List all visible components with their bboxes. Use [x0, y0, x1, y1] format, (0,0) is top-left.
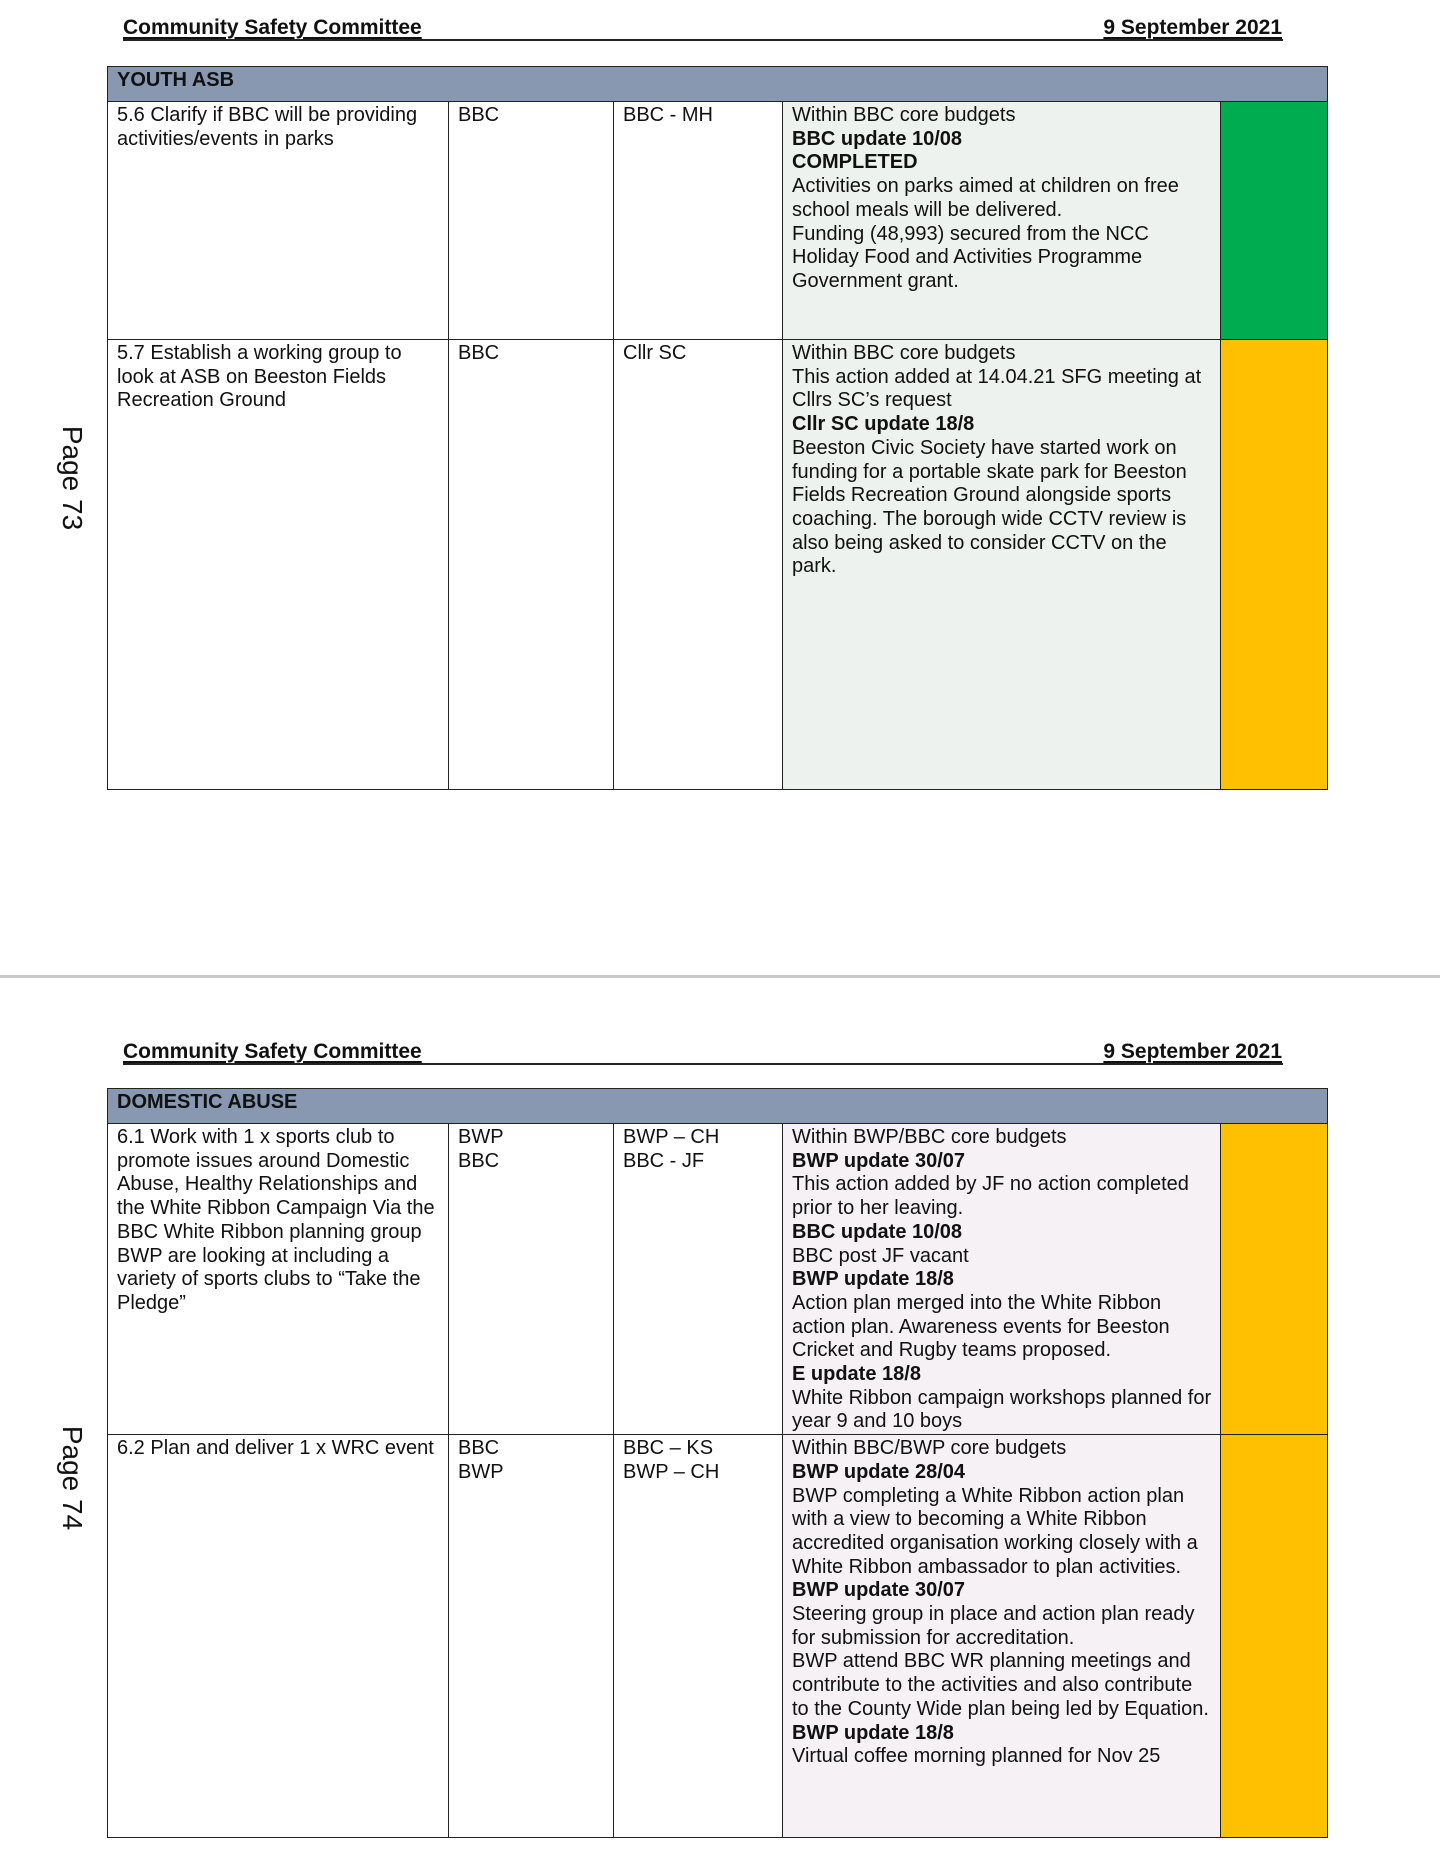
action-table — [107, 66, 1328, 790]
table-row — [108, 1435, 1328, 1838]
action-owner: BBC – KS BWP – CH — [614, 1435, 783, 1838]
rag-status-amber — [1221, 1435, 1328, 1838]
committee-title: Community Safety Committee — [123, 16, 422, 39]
progress-update: Within BWP/BBC core budgets BWP update 30/07 This action added by JF no action completed prior to her leaving. BBC update 10/08 BBC post JF vacant BWP update 18/8 Action plan merged into the White Ribbon action plan. Awareness events for Beeston Cricket and Rugby teams proposed. E update 18/8 White Ribbon campaign workshops planned for year 9 and 10 boys — [783, 1124, 1221, 1435]
action-owner: Cllr SC — [614, 340, 783, 790]
action-owner: BWP – CH BBC - JF — [614, 1124, 783, 1435]
section-header-row — [108, 1089, 1328, 1124]
rag-status-green — [1221, 102, 1328, 340]
lead-organisation: BWP BBC — [449, 1124, 614, 1435]
committee-title: Community Safety Committee — [123, 1040, 422, 1063]
table-row — [108, 1124, 1328, 1435]
lead-organisation: BBC — [449, 102, 614, 340]
action-description: 6.2 Plan and deliver 1 x WRC event — [108, 1435, 449, 1838]
action-description: 5.6 Clarify if BBC will be providing activities/events in parks — [108, 102, 449, 340]
action-description: 5.7 Establish a working group to look at ASB on Beeston Fields Recreation Ground — [108, 340, 449, 790]
action-description: 6.1 Work with 1 x sports club to promote issues around Domestic Abuse, Healthy Relationships and the White Ribbon Campaign Via the BBC White Ribbon planning group BWP are looking at including a variety of sports clubs to “Take the Pledge” — [108, 1124, 449, 1435]
table-row — [108, 102, 1328, 340]
section-title: YOUTH ASB — [108, 67, 1328, 102]
meeting-date: 9 September 2021 — [1103, 1040, 1282, 1063]
document-page-74: Community Safety Committee 9 September 2021 Page 74 DOMESTIC ABUSE 6.1 Work with 1 x sports club to promote issues around Domestic Abuse, Healthy Relationships and the White Ribbon Campaign Via the BBC White Ribbon planning group BWP are looking at including a variety of sports clubs to “Take the Pledge” BWP BBC BWP – CH BBC - JF Within BWP/BBC core budgets BWP update 30/07 This action added by JF no action completed prior to her leaving. BBC update 10/08 BBC post JF vacant BWP update 18/8 Action plan merged into the White Ribbon action plan. Awareness events for Beeston Cricket and Rugby teams proposed. E update 18/8 White Ribbon campaign workshops planned for year 9 and 10 boys 6.2 Plan and deliver 1 x WRC event BBC BWP BBC – KS BWP – CH Within BBC/BWP core budgets BWP update 28/04 BWP completing a White Ribbon action plan with a view to becoming a White Ribbon accredited organisation working closely with a White Ribbon ambassador to plan activities. BWP update 30/07 Steering group in place and action plan ready for submission for accreditation. BWP attend BBC WR planning meetings and contribute to the activities and also contribute to the County Wide plan being led by Equation. BWP update 18/8 Virtual coffee morning planned for Nov 25 — [0, 978, 1440, 1869]
table-row — [108, 340, 1328, 790]
lead-organisation: BBC — [449, 340, 614, 790]
rag-status-amber — [1221, 1124, 1328, 1435]
lead-organisation: BBC BWP — [449, 1435, 614, 1838]
progress-update: Within BBC core budgets This action added at 14.04.21 SFG meeting at Cllrs SC’s request Cllr SC update 18/8 Beeston Civic Society have started work on funding for a portable skate park for Beeston Fields Recreation Ground alongside sports coaching. The borough wide CCTV review is also being asked to consider CCTV on the park. — [783, 340, 1221, 790]
rag-status-amber — [1221, 340, 1328, 790]
section-title: DOMESTIC ABUSE — [108, 1089, 1328, 1124]
progress-update: Within BBC/BWP core budgets BWP update 28/04 BWP completing a White Ribbon action plan with a view to becoming a White Ribbon accredited organisation working closely with a White Ribbon ambassador to plan activities. BWP update 30/07 Steering group in place and action plan ready for submission for accreditation. BWP attend BBC WR planning meetings and contribute to the activities and also contribute to the County Wide plan being led by Equation. BWP update 18/8 Virtual coffee morning planned for Nov 25 — [783, 1435, 1221, 1838]
meeting-date: 9 September 2021 — [1103, 16, 1282, 39]
header-rule — [123, 39, 1283, 41]
action-owner: BBC - MH — [614, 102, 783, 340]
document-page-73: Community Safety Committee 9 September 2021 Page 73 YOUTH ASB 5.6 Clarify if BBC will be providing activities/events in parks BBC BBC - MH Within BBC core budgets BBC update 10/08 COMPLETED Activities on parks aimed at children on free school meals will be delivered. Funding (48,993) secured from the NCC Holiday Food and Activities Programme Government grant. 5.7 Establish a working group to look at ASB on Beeston Fields Recreation Ground BBC Cllr SC Within BBC core budgets This action added at 14.04.21 SFG meeting at Cllrs SC’s request Cllr SC update 18/8 Beeston Civic Society have started work on funding for a portable skate park for Beeston Fields Recreation Ground alongside sports coaching. The borough wide CCTV review is also being asked to consider CCTV on the park. — [0, 0, 1440, 975]
action-table — [107, 1088, 1328, 1838]
header-rule — [123, 1063, 1283, 1065]
section-header-row — [108, 67, 1328, 102]
progress-update: Within BBC core budgets BBC update 10/08 COMPLETED Activities on parks aimed at children on free school meals will be delivered. Funding (48,993) secured from the NCC Holiday Food and Activities Programme Government grant. — [783, 102, 1221, 340]
